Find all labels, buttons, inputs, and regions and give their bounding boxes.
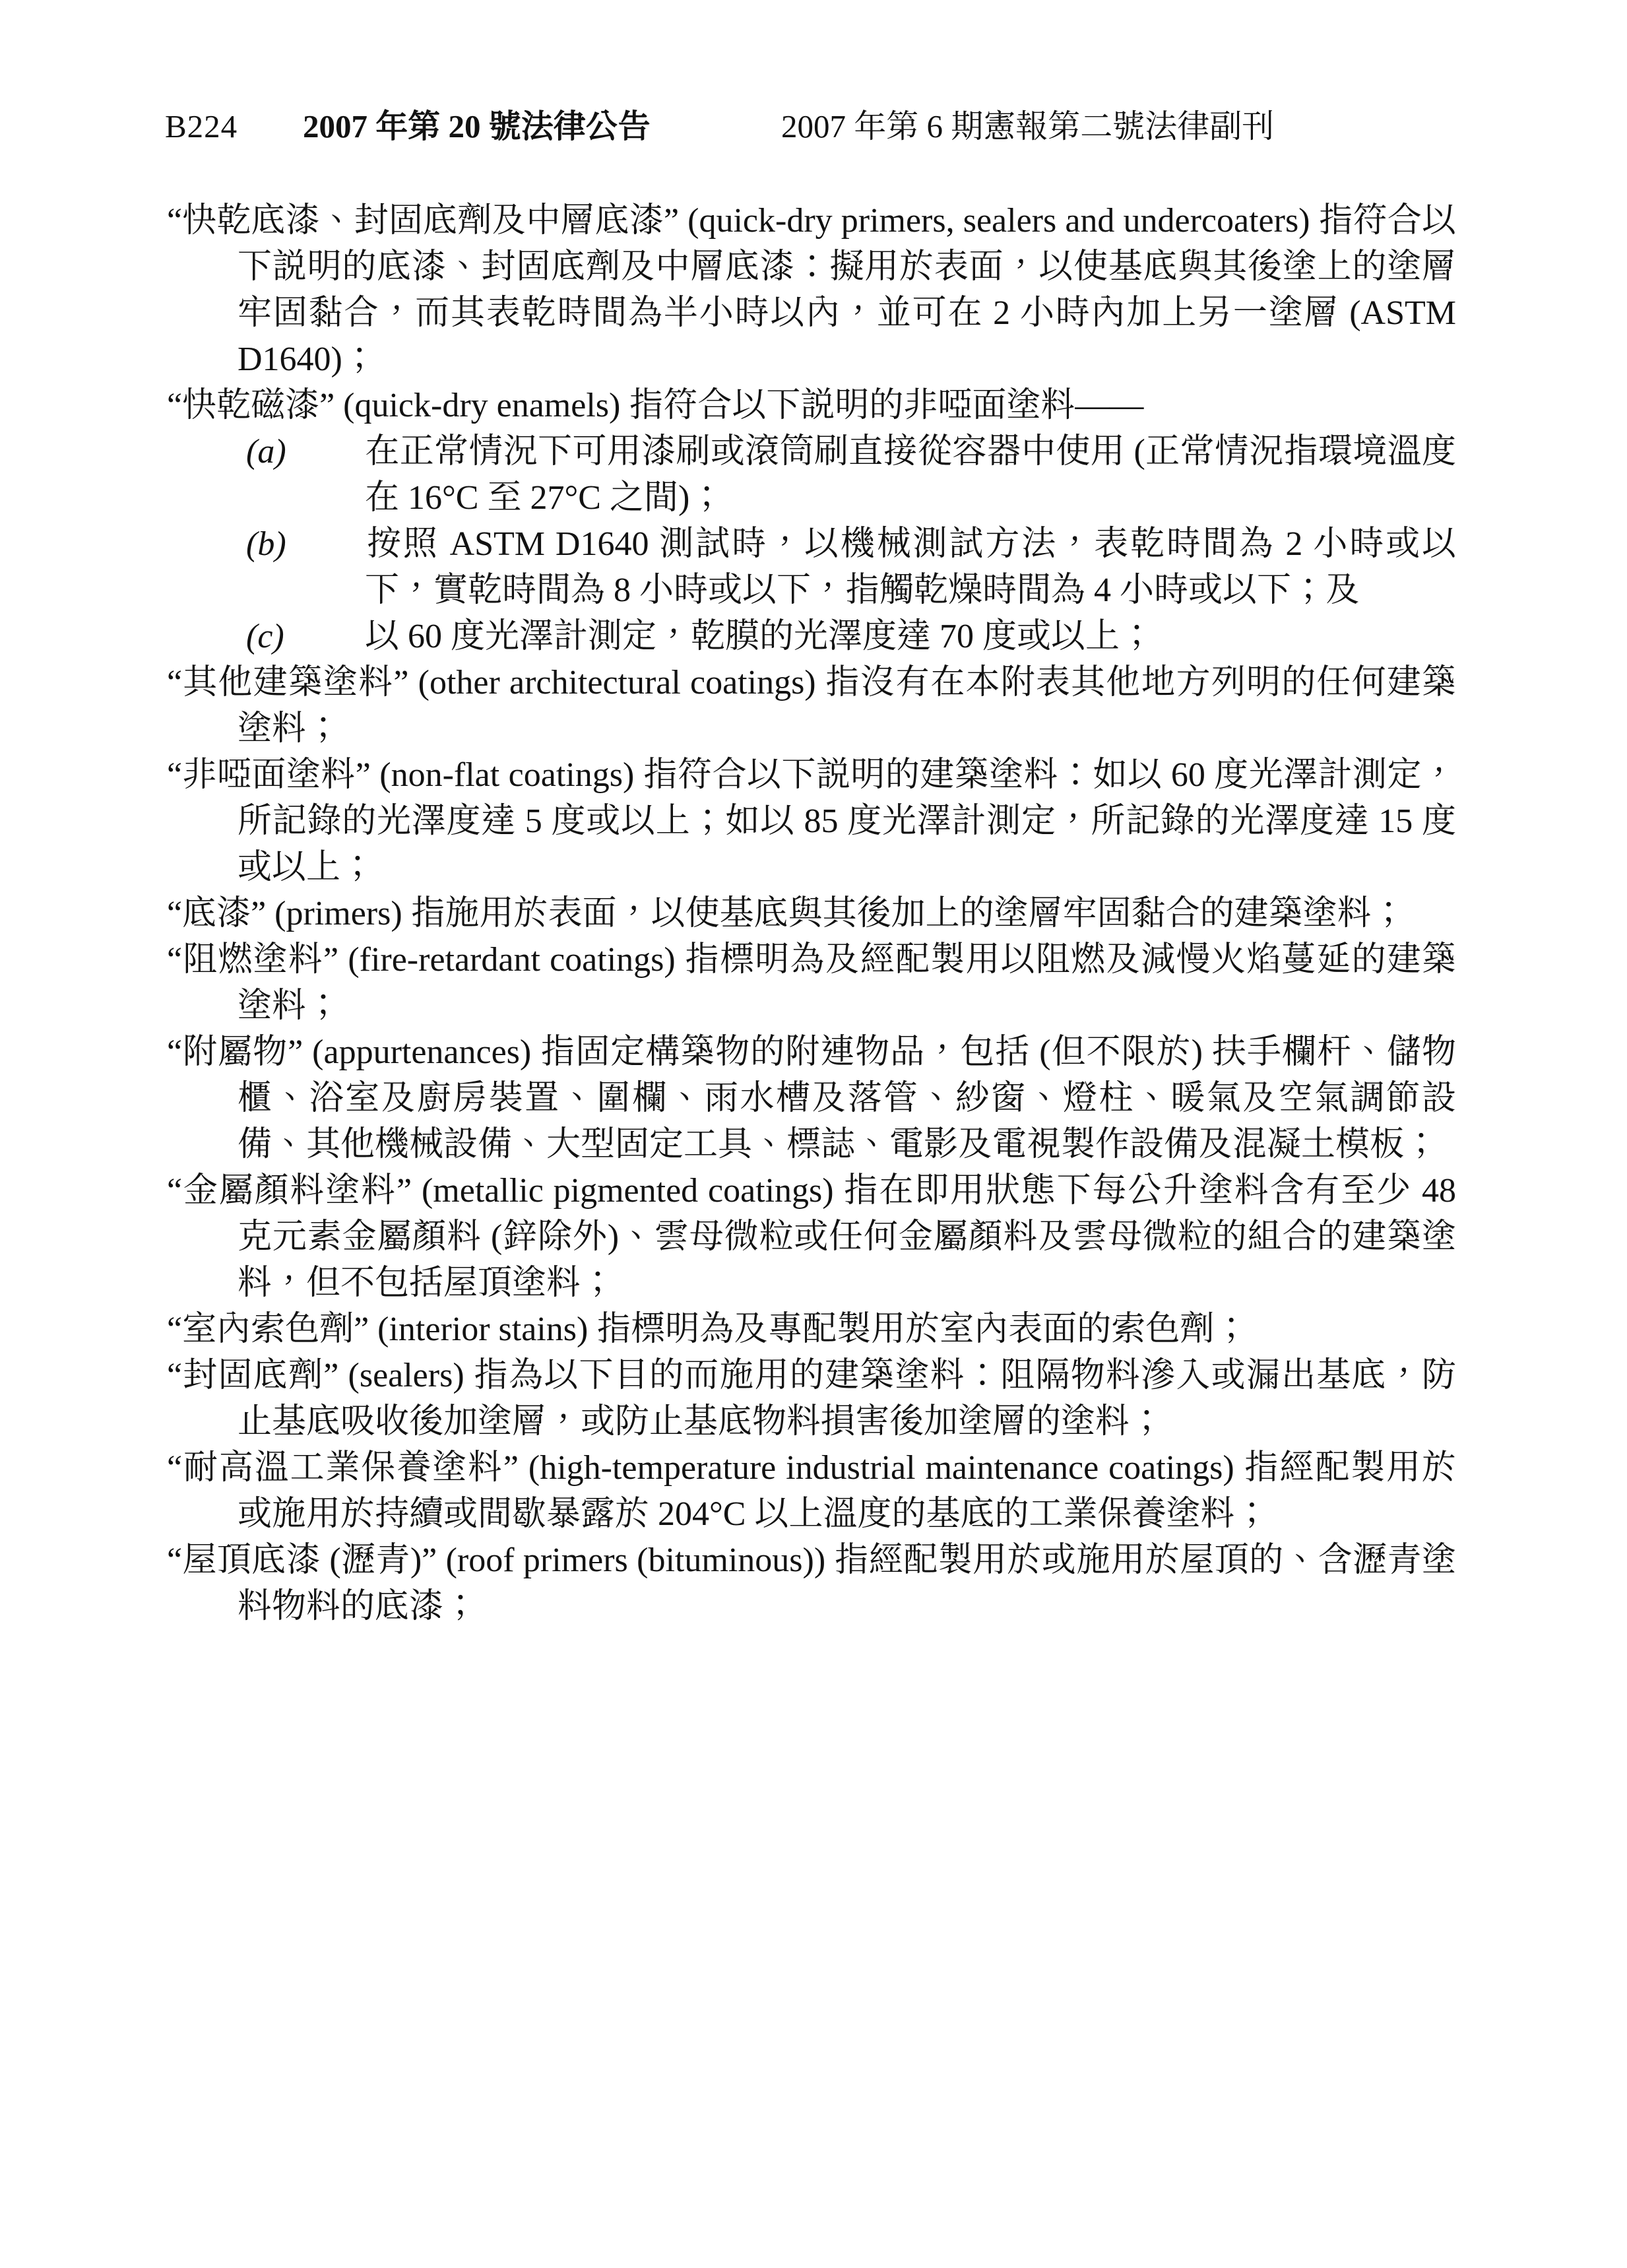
item-text: 在正常情況下可用漆刷或滾筒刷直接從容器中使用 (正常情況指環境溫度在 16°C 至 27°C 之間)； [365, 433, 1456, 517]
definition-paragraph: “室內索色劑” (interior stains) 指標明為及專配製用於室內表面的索色劑； [167, 1311, 1249, 1348]
gazette-title: 2007 年第 20 號法律公告 [303, 108, 651, 145]
definition-paragraph: “快乾磁漆” (quick-dry enamels) 指符合以下説明的非啞面塗料—— [167, 387, 1144, 424]
definition-paragraph: “阻燃塗料” (fire-retardant coatings) 指標明為及經配製用以阻燃及減慢火焰蔓延的建築塗料； [167, 941, 1456, 1025]
definition-paragraph: “封固底劑” (sealers) 指為以下目的而施用的建築塗料：阻隔物料滲入或漏出基底，防止基底吸收後加塗層，或防止基底物料損害後加塗層的塗料； [167, 1357, 1456, 1441]
definition-item [0, 614, 1627, 660]
definition-paragraph: “附屬物” (appurtenances) 指固定構築物的附連物品，包括 (但不限於) 扶手欄杆、儲物櫃、浴室及廚房裝置、圍欄、雨水槽及落管、紗窗、燈柱、暖氣及空氣調節設備、其他機械設備、大型固定工具、標誌、電影及電視製作設備及混凝土模板； [167, 1033, 1456, 1163]
definition-item [0, 521, 1627, 614]
item-marker: (c) [246, 618, 284, 655]
item-marker: (b) [246, 525, 286, 563]
definitions-list [0, 198, 1627, 1630]
page-number: B224 [165, 108, 238, 145]
definition-paragraph: “金屬顏料塗料” (metallic pigmented coatings) 指在即用狀態下每公升塗料含有至少 48 克元素金屬顏料 (鋅除外)、雲母微粒或任何金屬顏料及雲母微粒的組合的建築塗料，但不包括屋頂塗料； [167, 1172, 1456, 1302]
item-text: 以 60 度光澤計測定，乾膜的光澤度達 70 度或以上； [365, 618, 1155, 655]
definition-paragraph: “耐高溫工業保養塗料” (high-temperature industrial maintenance coatings) 指經配製用於或施用於持續或間歇暴露於 204°C 以上溫度的基底的工業保養塗料； [167, 1449, 1456, 1533]
item-marker: (a) [246, 433, 286, 470]
definition-paragraph: “快乾底漆、封固底劑及中層底漆” (quick-dry primers, sealers and undercoaters) 指符合以下説明的底漆、封固底劑及中層底漆：擬用於表面，以使基底與其後塗上的塗層牢固黏合，而其表乾時間為半小時以內，並可在 2 小時內加上另一塗層 (ASTM D1640)； [167, 202, 1456, 378]
definition-item [0, 429, 1627, 521]
definition-paragraph: “底漆” (primers) 指施用於表面，以使基底與其後加上的塗層牢固黏合的建築塗料； [167, 895, 1406, 932]
definition-paragraph: “非啞面塗料” (non-flat coatings) 指符合以下説明的建築塗料：如以 60 度光澤計測定，所記錄的光澤度達 5 度或以上；如以 85 度光澤計測定，所記錄的光澤度達 15 度或以上； [167, 756, 1456, 886]
supplement-title: 2007 年第 6 期憲報第二號法律副刊 [781, 108, 1275, 145]
definition-paragraph: “屋頂底漆 (瀝青)” (roof primers (bituminous)) 指經配製用於或施用於屋頂的、含瀝青塗料物料的底漆； [167, 1541, 1456, 1625]
definition-paragraph: “其他建築塗料” (other architectural coatings) 指沒有在本附表其他地方列明的任何建築塗料； [167, 664, 1456, 748]
page-header [0, 107, 1627, 154]
item-text: 按照 ASTM D1640 測試時，以機械測試方法，表乾時間為 2 小時或以下，實乾時間為 8 小時或以下，指觸乾燥時間為 4 小時或以下；及 [365, 525, 1456, 609]
